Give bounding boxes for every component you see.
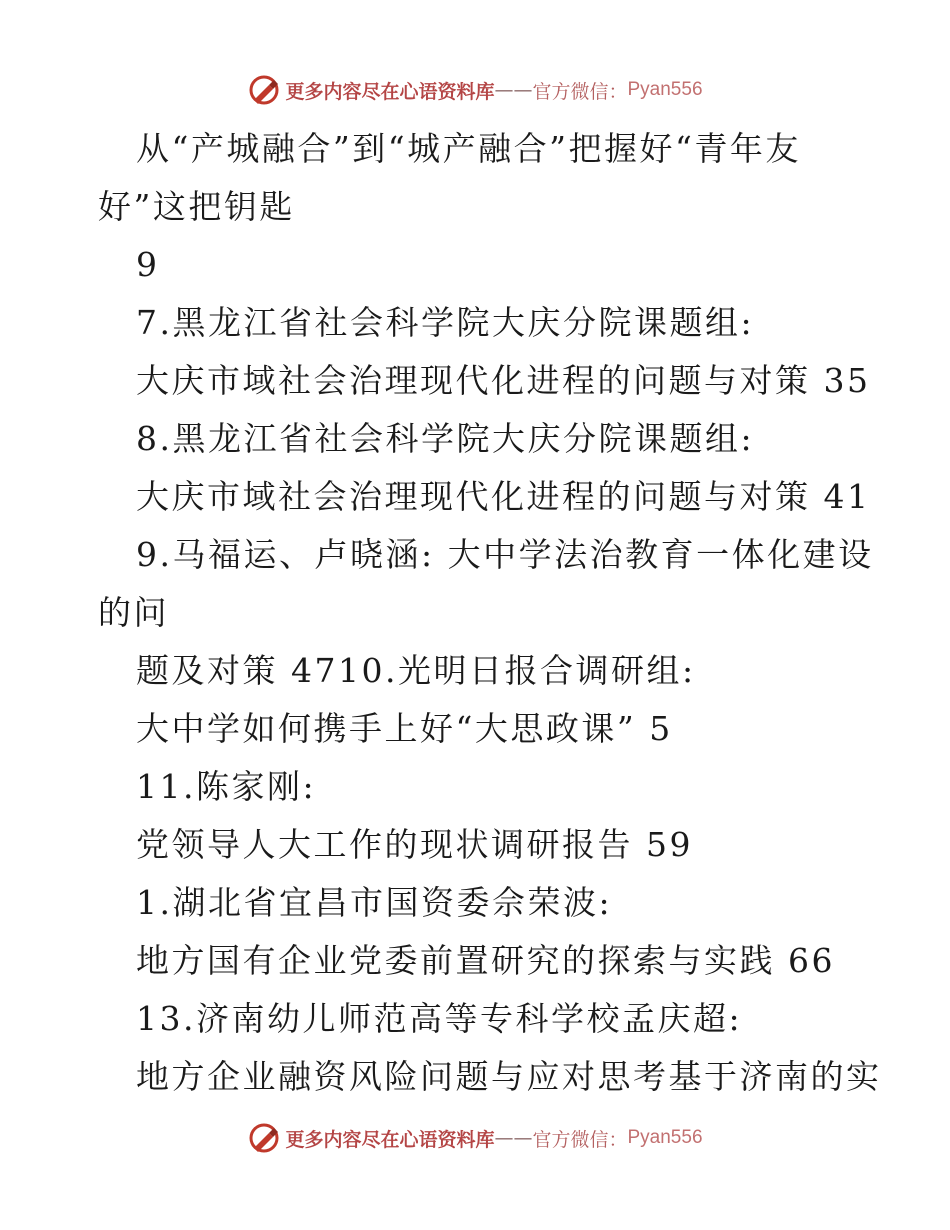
text-line: 8.黑龙江省社会科学院大庆分院课题组: <box>136 419 755 458</box>
text-line: 题及对策 4710.光明日报合调研组: <box>136 651 696 690</box>
watermark-text: 更多内容尽在心语资料库 <box>285 80 495 103</box>
text-line: 的问 <box>98 593 169 632</box>
watermark-wechat-label: 官方微信： <box>532 1128 628 1151</box>
watermark-wechat-id: Pyan556 <box>627 79 703 100</box>
text-line: 9.马福运、卢晓涵: 大中学法治教育一体化建设 <box>136 535 874 574</box>
text-line: 大中学如何携手上好“大思政课” 5 <box>136 709 673 748</box>
text-line: 地方企业融资风险问题与应对思考基于济南的实 <box>136 1057 882 1096</box>
text-line: 7.黑龙江省社会科学院大庆分院课题组: <box>136 303 755 342</box>
watermark-footer <box>0 1118 950 1158</box>
pen-logo-icon <box>247 1121 281 1155</box>
text-line: 地方国有企业党委前置研究的探索与实践 66 <box>136 941 835 980</box>
text-line: 从“产城融合”到“城产融合”把握好“青年友 <box>136 129 801 168</box>
text-line: 大庆市域社会治理现代化进程的问题与对策 35 <box>136 361 871 400</box>
watermark-wechat-id: Pyan556 <box>627 1127 703 1148</box>
text-line: 1.湖北省宜昌市国资委佘荣波: <box>136 883 613 922</box>
pen-logo-icon <box>247 73 281 107</box>
text-line: 党领导人大工作的现状调研报告 59 <box>136 825 693 864</box>
text-line: 大庆市域社会治理现代化进程的问题与对策 41 <box>136 477 871 516</box>
watermark-text: 更多内容尽在心语资料库 <box>285 1128 495 1151</box>
watermark-header <box>0 70 950 110</box>
watermark-separator: —— <box>494 1127 533 1149</box>
text-line: 11.陈家刚: <box>136 767 317 806</box>
text-line: 9 <box>136 245 160 284</box>
text-line: 好”这把钥匙 <box>98 187 295 226</box>
watermark-separator: —— <box>494 79 533 101</box>
watermark-wechat-label: 官方微信： <box>532 80 628 103</box>
text-line: 13.济南幼儿师范高等专科学校孟庆超: <box>136 999 743 1038</box>
